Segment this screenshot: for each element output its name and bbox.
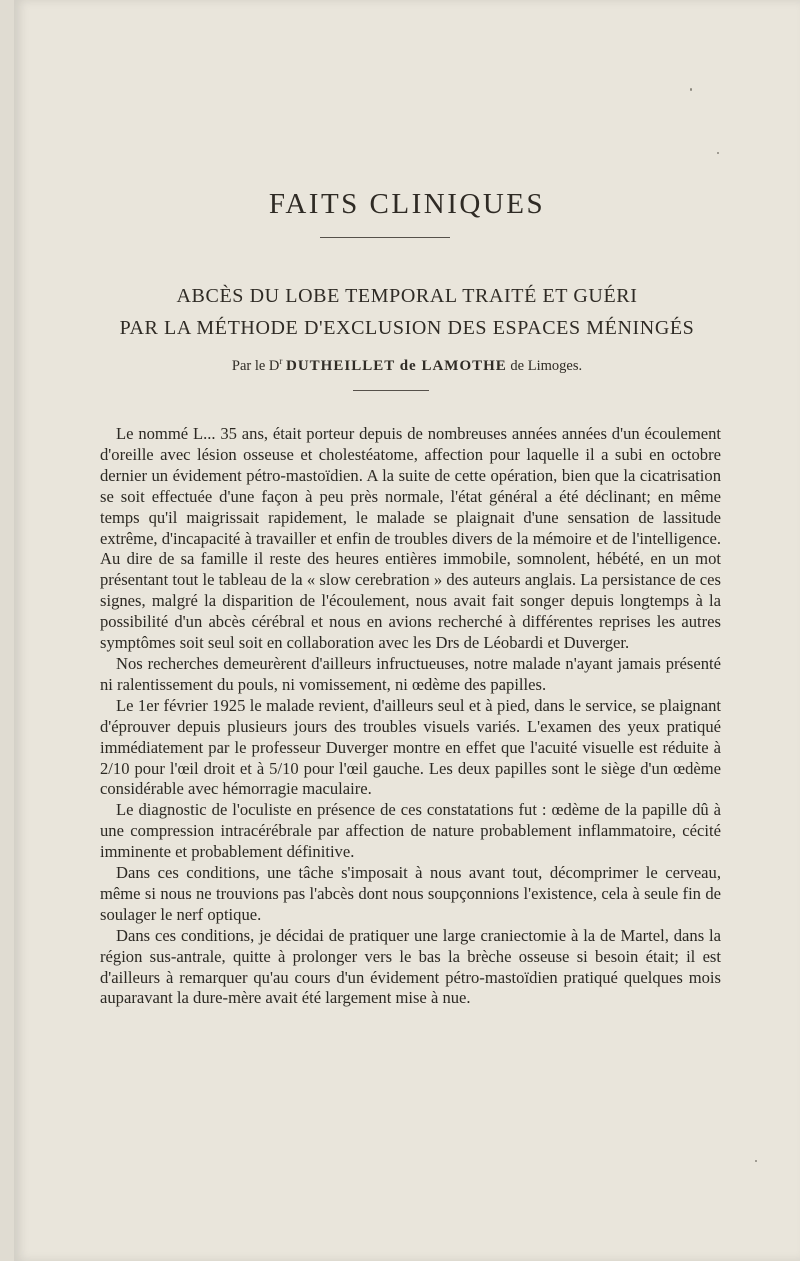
- paper-speck: [755, 1160, 757, 1162]
- article-title-line-1: ABCÈS DU LOBE TEMPORAL TRAITÉ ET GUÉRI: [176, 285, 638, 307]
- paragraph-4: Le diagnostic de l'oculiste en présence de ces constatations fut : œdème de la papille dû à une compression intracérébrale par affection de nature probablement inflammatoire, cécité imminente et probablement définitive.: [100, 800, 721, 862]
- paragraph-5: Dans ces conditions, une tâche s'imposait à nous avant tout, décomprimer le cerveau, même si nous ne trouvions pas l'abcès dont nous soupçonnions l'existence, cela à seule fin de soulager le nerf optique.: [100, 863, 721, 924]
- document-page: [14, 0, 800, 1261]
- paragraph-3: Le 1er février 1925 le malade revient, d'ailleurs seul et à pied, dans le service, se plaignant d'éprouver depuis plusieurs jours des troubles visuels variés. L'examen des yeux pratiqué immédiatement par le professeur Duverger montre en effet que l'acuité visuelle est réduite à 2/10 pour l'œil droit et à 5/10 pour l'œil gauche. Les deux papilles sont le siège d'un œdème considérable avec hémorragie maculaire.: [100, 695, 721, 799]
- article-title: [14, 280, 800, 344]
- byline: [14, 356, 800, 375]
- title-divider: [320, 237, 450, 238]
- paper-speck: [717, 152, 719, 154]
- byline-suffix: de Limoges.: [506, 357, 583, 374]
- article-title-line-2: PAR LA MÉTHODE D'EXCLUSION DES ESPACES MÉNINGÉS: [119, 317, 695, 339]
- page-binding-edge: [0, 0, 14, 1261]
- section-title: FAITS CLINIQUES: [268, 188, 546, 220]
- article-body: [100, 424, 721, 1009]
- byline-divider: [353, 390, 429, 391]
- paragraph-1: Le nommé L... 35 ans, était porteur depuis de nombreuses années années d'un écoulement d'oreille avec lésion osseuse et cholestéatome, affection pour laquelle il a subi en octobre dernier un évidement pétro-mastoïdien. A la suite de cette opération, bien que la cicatrisation se soit effectuée d'une façon à peu près normale, l'état général a été déclinant; en même temps qu'il maigrissait rapidement, le malade se plaignait d'une sensation de lassitude extrême, d'incapacité à travailler et enfin de troubles divers de la mémoire et de l'intelligence. Au dire de sa famille il reste des heures entières immobile, somnolent, hébété, en un mot présentant tout le tableau de la « slow cerebration » des auteurs anglais. La persistance de ces signes, malgré la disparition de l'écoulement, nous avait fait songer depuis longtemps à la possibilité d'un abcès cérébral et nous en avions recherché à différentes reprises les autres symptômes soit seul soit en collaboration avec les Drs de Léobardi et Duverger.: [100, 424, 721, 653]
- bleed-through-header: [314, 80, 544, 96]
- byline-author: DUTHEILLET de LAMOTHE: [286, 357, 507, 374]
- paragraph-2: Nos recherches demeurèrent d'ailleurs infructueuses, notre malade n'ayant jamais présenté ni ralentissement du pouls, ni vomissement, ni œdème des papilles.: [100, 653, 721, 694]
- paper-speck: [690, 88, 692, 91]
- byline-title-sup: r: [279, 356, 283, 366]
- byline-prefix: Par le D: [231, 357, 280, 374]
- paragraph-6: Dans ces conditions, je décidai de pratiquer une large craniectomie à la de Martel, dans la région sus-antrale, quitte à prolonger vers le bas la brèche osseuse si besoin était; il est d'ailleurs à remarquer qu'au cours d'un évidement pétro-mastoïdien pratiqué quelques mois auparavant la dure-mère avait été largement mise à nue.: [100, 925, 721, 1008]
